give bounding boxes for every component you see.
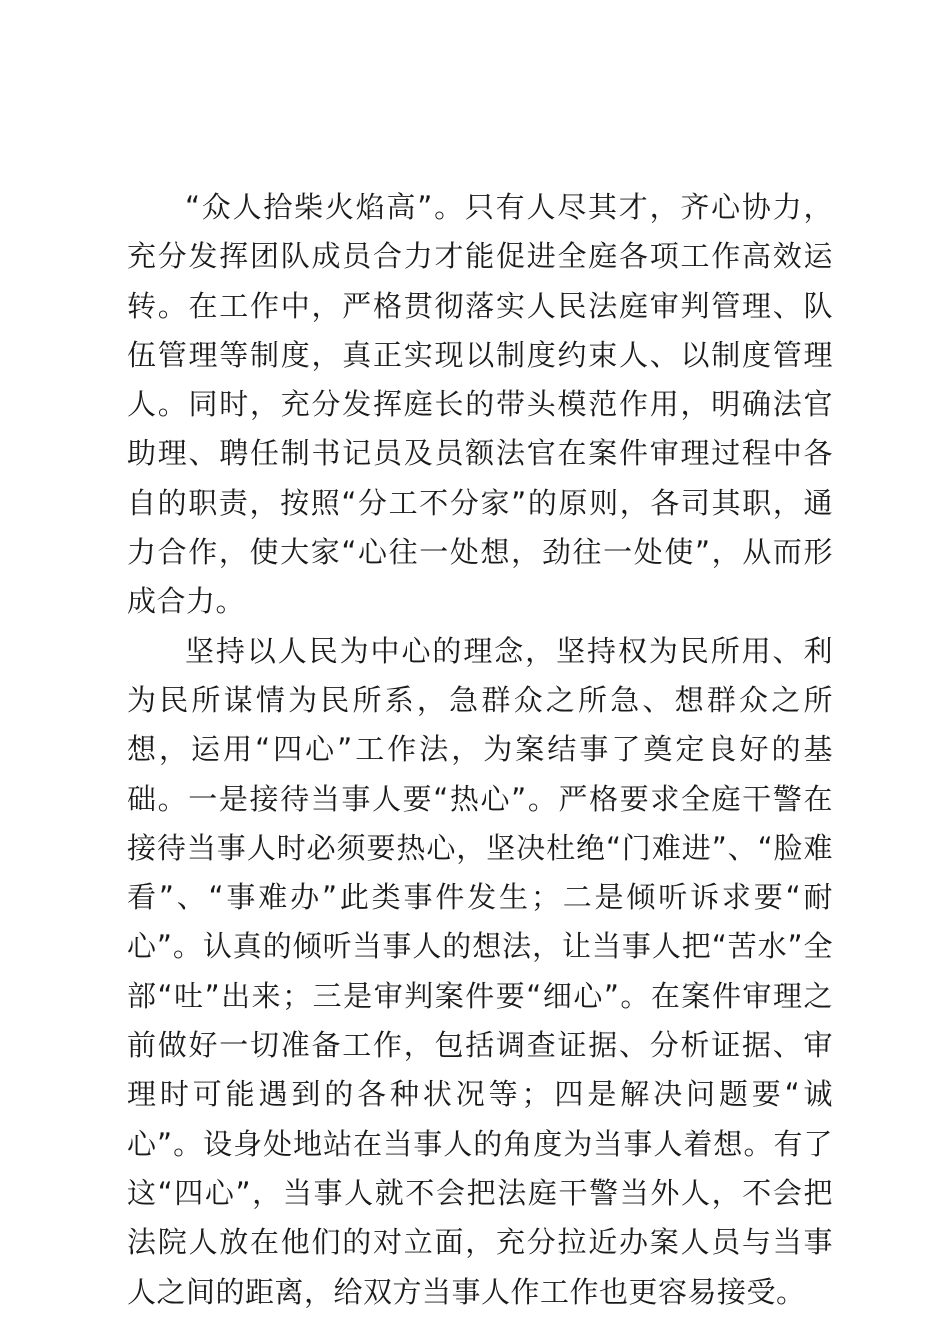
paragraph-teamwork: “众人拾柴火焰高”。只有人尽其才，齐心协力，充分发挥团队成员合力才能促进全庭各项工作高效运转。在工作中，严格贯彻落实人民法庭审判管理、队伍管理等制度，真正实现以制度约束人、以制度管理人。同时，充分发挥庭长的带头模范作用，明确法官助理、聘任制书记员及员额法官在案件审理过程中各自的职责，按照“分工不分家”的原则，各司其职，通力合作，使大家“心往一处想，劲往一处使”，从而形成合力。 (127, 190, 833, 619)
paragraph-four-hearts: 坚持以人民为中心的理念，坚持权为民所用、利为民所谋情为民所系，急群众之所急、想群众之所想，运用“四心”工作法，为案结事了奠定良好的基础。一是接待当事人要“热心”。严格要求全庭干警在接待当事人时必须要热心，坚决杜绝“门难进”、“脸难看”、“事难办”此类事件发生；二是倾听诉求要“耐心”。认真的倾听当事人的想法，让当事人把“苦水”全部“吐”出来；三是审判案件要“细心”。在案件审理之前做好一切准备工作，包括调查证据、分析证据、审理时可能遇到的各种状况等；四是解决问题要“诚心”。设身处地站在当事人的角度为当事人着想。有了这“四心”，当事人就不会把法庭干警当外人，不会把法院人放在他们的对立面，充分拉近办案人员与当事人之间的距离，给双方当事人作工作也更容易接受。 (127, 633, 833, 1309)
document-body (127, 183, 833, 1317)
